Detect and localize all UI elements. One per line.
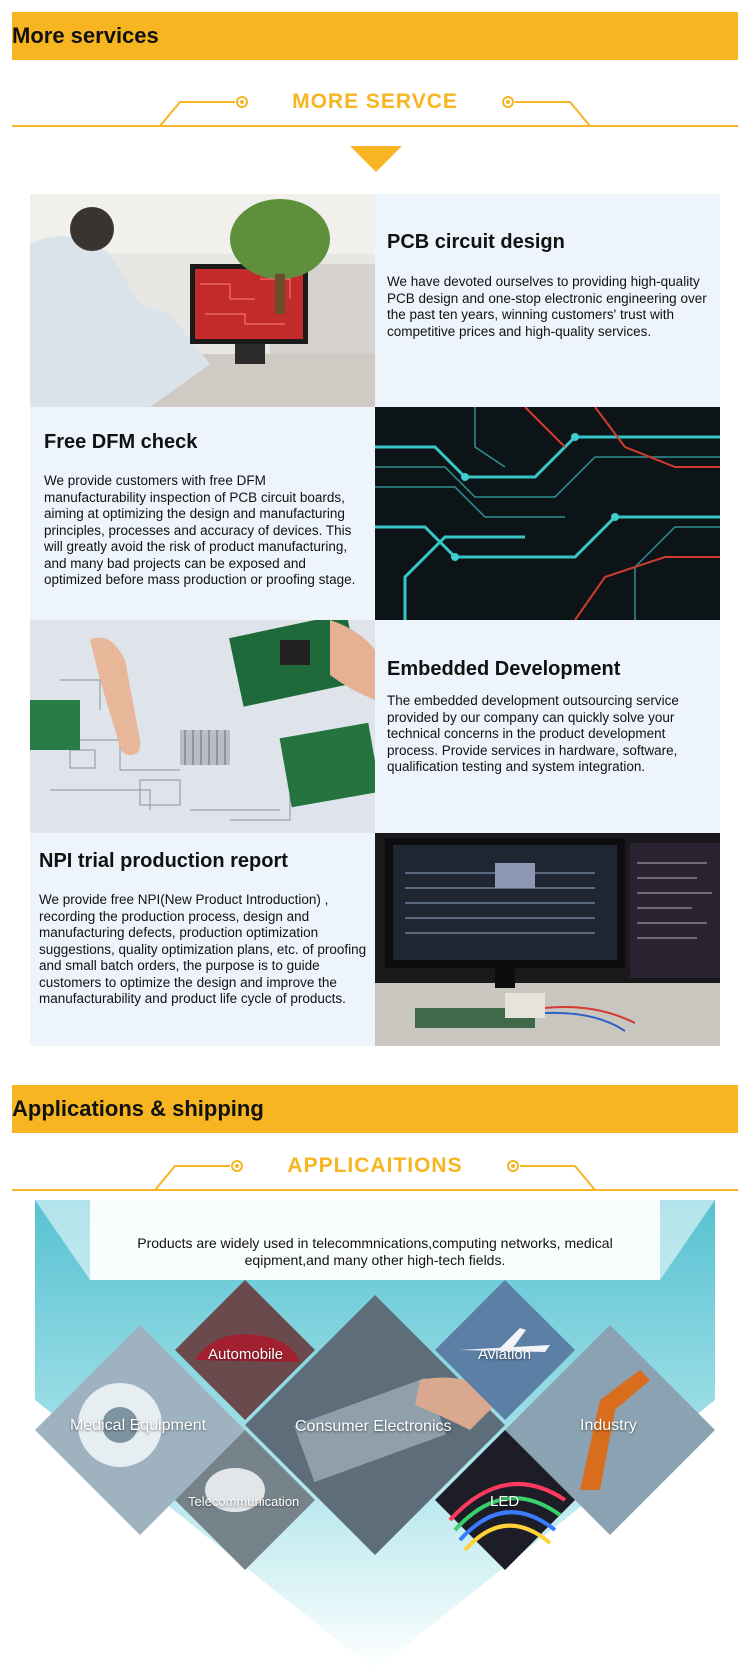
tile-label-telecommunication: Telecommunication xyxy=(188,1494,300,1509)
applications-banner-title: Applications & shipping xyxy=(12,1096,264,1121)
circuit-traces-photo xyxy=(375,407,720,620)
card-title: Free DFM check xyxy=(44,431,198,453)
applications-banner xyxy=(12,1085,738,1133)
npi-workstation-photo xyxy=(375,833,720,1046)
card-text: We provide free NPI(New Product Introduction) , recording the production process, design and manufacturing defects, production optimization suggestions, quality optimization plans, etc. of proofing and small batch orders, the purpose is to guide customers to optimize the design and improve the manufacturability and product life cycle of products. xyxy=(39,892,367,1006)
tile-label-led: LED xyxy=(490,1493,520,1510)
pcb-design-photo xyxy=(30,194,375,407)
tile-label-medical-equipment: Medical Equipment xyxy=(70,1417,207,1434)
card-title: NPI trial production report xyxy=(39,850,288,872)
tile-label-automobile: Automobile xyxy=(208,1346,284,1363)
more-services-banner-title: More services xyxy=(12,23,159,48)
pcb-design-card xyxy=(375,194,720,407)
card-text: We provide customers with free DFM manufacturability inspection of PCB circuit boards, aiming at optimizing the design and manufacturing principles, processes and accuracy of devices. This will greatly avoid the risk of product manufacturing, and many bad projects can be exposed and optimized before mass production or proofing stage. xyxy=(44,473,356,587)
applications-heading: APPLICAITIONS xyxy=(287,1154,463,1177)
card-text: We have devoted ourselves to providing high-quality PCB design and one-stop electronic engineering over the past ten years, winning customers' trust with competitive prices and high-quality services. xyxy=(387,274,707,339)
npi-report-card xyxy=(30,833,375,1046)
card-title: PCB circuit design xyxy=(387,231,565,253)
embedded-development-card xyxy=(375,620,720,833)
dfm-check-card xyxy=(30,407,375,620)
tile-label-consumer-electronics: Consumer Electronics xyxy=(295,1418,452,1435)
applications-intro: Products are widely used in telecommnications,computing networks, medical eqipment,and many other high-tech fields. xyxy=(137,1235,613,1268)
card-title: Embedded Development xyxy=(387,658,621,680)
tile-label-aviation: Aviation xyxy=(478,1346,532,1363)
down-arrow-icon xyxy=(350,146,402,172)
tile-label-industry: Industry xyxy=(580,1417,637,1434)
more-services-banner xyxy=(12,12,738,60)
card-text: The embedded development outsourcing service provided by our company can quickly solve your technical concerns in the product development process. Provide services in hardware, software, qualification testing and system integration. xyxy=(387,693,679,774)
embedded-development-photo xyxy=(30,620,375,833)
more-service-heading: MORE SERVCE xyxy=(292,90,458,113)
